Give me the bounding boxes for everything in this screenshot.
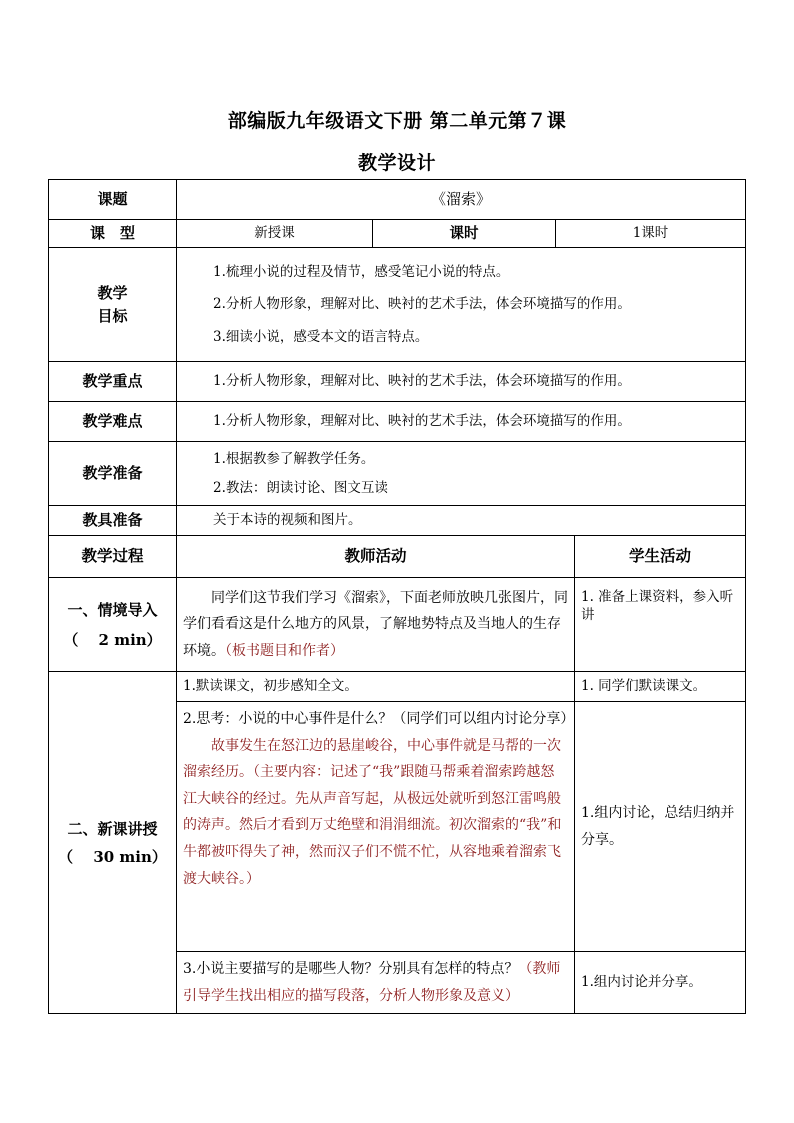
preparation-list <box>177 442 746 506</box>
stage2-row3-teacher <box>177 952 575 1014</box>
stage2-row3-student: 1.组内讨论并分享。 <box>575 952 746 1014</box>
stage1-teacher <box>177 578 575 672</box>
row-goals <box>49 248 746 362</box>
lesson-type-label: 课 型 <box>49 220 177 248</box>
stage2-row2-answer: 故事发生在怒江边的悬崖峻谷，中心事件就是马帮的一次溜索经历。（主要内容：记述了“我”跟随马帮乘着溜索跨越怒江大峡谷的经过。先从声音写起，从极远处就听到怒江雷鸣般的涛声。然后才看到万丈绝壁和涓涓细流。初次溜索的“我”和牛都被吓得失了神，然而汉子们不慌不忙，从容地乘着溜索飞渡大峡谷。） <box>183 737 562 887</box>
topic-label: 课题 <box>49 180 177 220</box>
document-title: 部编版九年级语文下册 第二单元第７课 <box>227 110 567 132</box>
preparation-label: 教学准备 <box>49 442 177 506</box>
stage1-time: （ 2 min） <box>63 630 162 649</box>
hours-label: 课时 <box>373 220 556 248</box>
hours-value: 1课时 <box>556 220 746 248</box>
row-preparation <box>49 442 746 506</box>
lesson-plan-table <box>48 179 746 1014</box>
row-stage2-1 <box>49 672 746 702</box>
row-tools <box>49 506 746 536</box>
preparation-item: 1.根据教参了解教学任务。 <box>213 451 375 468</box>
stage1-student: 1. 准备上课资料，参入听讲 <box>575 578 746 672</box>
stage2-row1-student: 1. 同学们默读课文。 <box>575 672 746 702</box>
topic-value: 《溜索》 <box>177 180 746 220</box>
row-process-header <box>49 536 746 578</box>
stage2-name: 二、新课讲授 <box>67 819 158 838</box>
stage2-row2-teacher <box>177 702 575 952</box>
tools-value: 关于本诗的视频和图片。 <box>177 506 746 536</box>
preparation-item: 2.教法：朗读讨论、图文互读 <box>213 479 388 496</box>
stage2-cell <box>49 672 177 1014</box>
stage2-row2-question: 2.思考：小说的中心事件是什么？（同学们可以组内讨论分享） <box>183 711 575 727</box>
teacher-header: 教师活动 <box>177 536 575 578</box>
difficulties-label: 教学难点 <box>49 402 177 442</box>
document-subtitle: 教学设计 <box>357 152 436 174</box>
stage2-row1-teacher: 1.默读课文，初步感知全文。 <box>177 672 575 702</box>
goal-item: 2.分析人物形象，理解对比、映衬的艺术手法，体会环境描写的作用。 <box>213 296 631 313</box>
key-points-value: 1.分析人物形象，理解对比、映衬的艺术手法，体会环境描写的作用。 <box>177 362 746 402</box>
stage2-time: （ 30 min） <box>58 847 167 866</box>
stage1-name: 一、情境导入 <box>67 600 158 619</box>
stage2-row2-student: 1.组内讨论，总结归纳并分享。 <box>575 702 746 952</box>
student-header: 学生活动 <box>575 536 746 578</box>
stage2-row3-red: （教师引导学生找出相应的描写段落，分析人物形象及意义） <box>183 960 561 1004</box>
key-points-label: 教学重点 <box>49 362 177 402</box>
tools-label: 教具准备 <box>49 506 177 536</box>
goal-item: 3.细读小说，感受本文的语言特点。 <box>213 328 429 345</box>
row-stage1 <box>49 578 746 672</box>
row-difficulties <box>49 402 746 442</box>
goals-label: 教学 目标 <box>49 248 177 362</box>
row-key-points <box>49 362 746 402</box>
process-header: 教学过程 <box>49 536 177 578</box>
lesson-type-value: 新授课 <box>177 220 373 248</box>
goals-list <box>177 248 746 362</box>
stage2-row3-question: 3.小说主要描写的是哪些人物？分别具有怎样的特点？ <box>183 960 519 977</box>
goal-item: 1.梳理小说的过程及情节，感受笔记小说的特点。 <box>213 264 510 281</box>
row-lesson-type <box>49 220 746 248</box>
difficulties-value: 1.分析人物形象，理解对比、映衬的艺术手法，体会环境描写的作用。 <box>177 402 746 442</box>
row-topic <box>49 180 746 220</box>
stage1-teacher-text: 同学们这节我们学习《溜索》，下面老师放映几张图片，同学们看看这是什么地方的风景，了解地势特点及当地人的生存环境。 <box>183 589 568 659</box>
stage1-teacher-red: （板书题目和作者） <box>225 642 344 659</box>
stage1-cell <box>49 578 177 672</box>
